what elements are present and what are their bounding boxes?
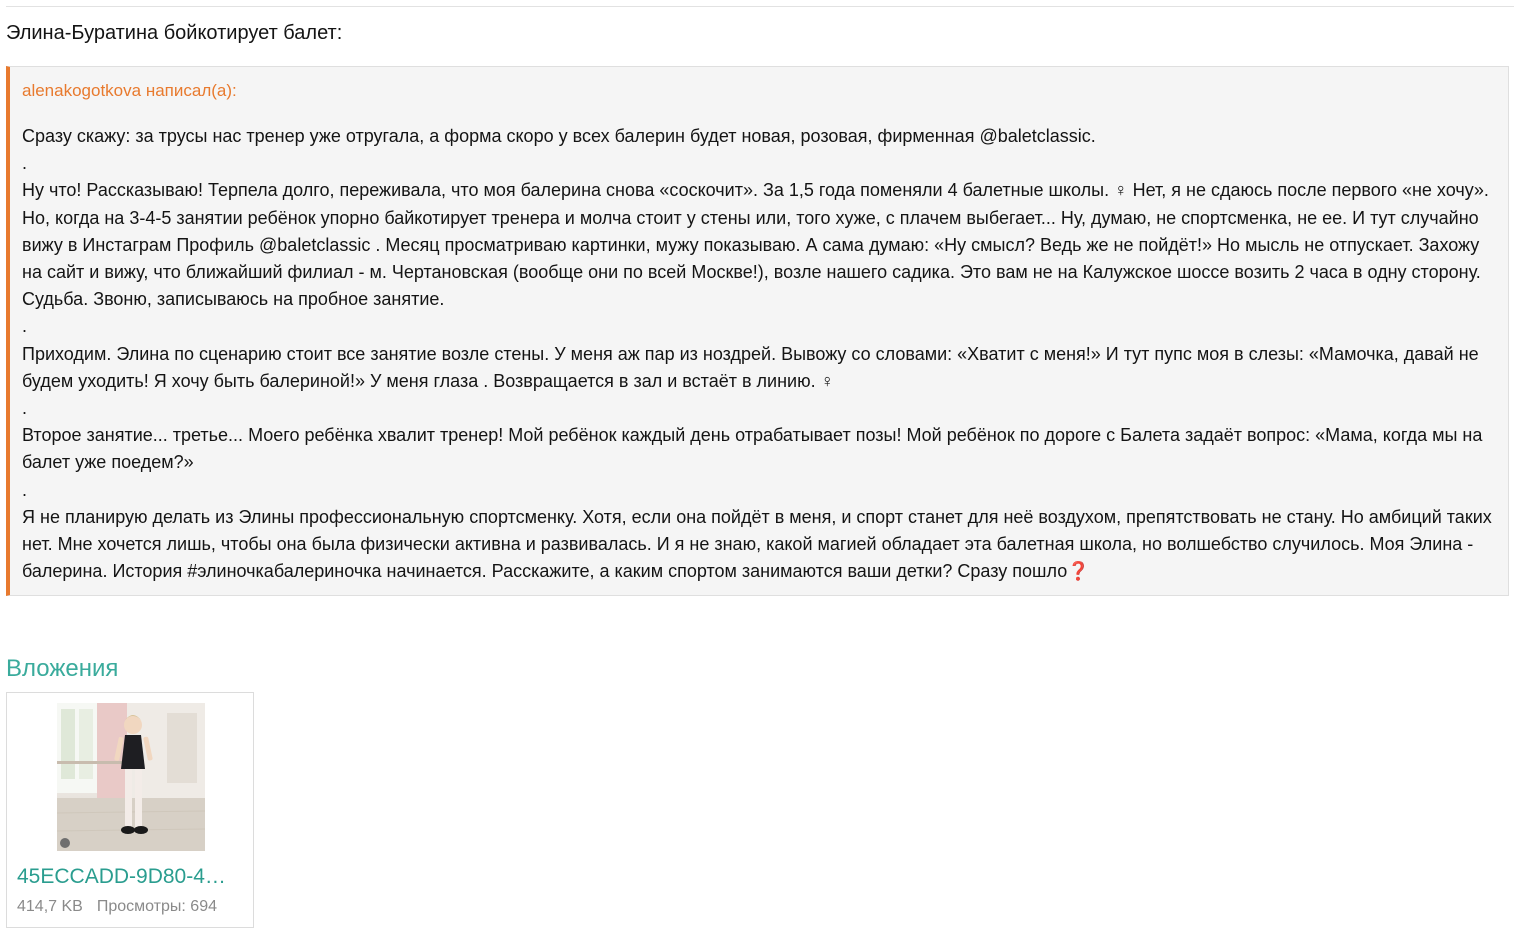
quote-separator: .	[22, 316, 28, 337]
attachments-heading: Вложения	[6, 655, 119, 682]
quote-author-link[interactable]: alenakogotkova написал(а):	[22, 81, 237, 100]
quote-paragraph: Приходим. Элина по сценарию стоит все занятие возле стены. У меня аж пар из ноздрей. Вывожу со словами: «Хватит с меня!» И тут пупс моя в слезы: «Мамочка, давай не будем уходить! Я хочу быть балериной!» У меня глаза . Возвращается в зал и встаёт в линию. ♀	[22, 343, 1479, 391]
quote-paragraph-text: Я не планирую делать из Элины профессиональную спортсменку. Хотя, если она пойдёт в меня, и спорт станет для неё воздухом, препятствовать не стану. Но амбиций таких нет. Мне хочется лишь, чтобы она была физически активна и развивалась. И я не знаю, какой магией обладает эта балетная школа, но волшебство случилось. Моя Элина - балерина. История #элиночкабалериночка начинается. Расскажите, а каким спортом занимаются ваши детки? Сразу пошло	[22, 506, 1492, 582]
attachment-meta	[17, 896, 217, 918]
quote-separator: .	[22, 479, 28, 500]
quote-paragraph: Ну что! Рассказываю! Терпела долго, переживала, что моя балерина снова «соскочит». За 1,5 года поменяли 4 балетные школы. ♀ Нет, я не сдаюсь после первого «не хочу». Но, когда на 3-4-5 занятии ребёнок упорно байкотирует тренера и молча стоит у стены или, того хуже, с плачем выбегает... Ну, думаю, не спортсменка, не ее. И тут случайно вижу в Инстаграм Профиль @baletclassic . Месяц просматриваю картинки, мужу показываю. А сама думаю: «Ну смысл? Ведь же не пойдёт!» Но мысль не отпускает. Захожу на сайт и вижу, что ближайший филиал - м. Чертановская (вообще они по всей Москве!), возле нашего садика. Это вам не на Калужское шоссе возить 2 часа в одну сторону. Судьба. Звоню, записываюсь на пробное занятие.	[22, 180, 1489, 310]
quote-block	[6, 66, 1509, 596]
top-divider	[6, 6, 1514, 7]
attachment-filename-link[interactable]: 45ECCADD-9D80-4…	[17, 865, 226, 888]
quote-separator: .	[22, 153, 28, 174]
attachment-views: Просмотры: 694	[96, 898, 217, 915]
attachment-size: 414,7 KB	[17, 898, 83, 915]
quote-paragraph: Второе занятие... третье... Моего ребёнка хвалит тренер! Мой ребёнок каждый день отрабатывает позы! Мой ребёнок по дороге с Балета задаёт вопрос: «Мама, когда мы на балет уже поедем?»	[22, 425, 1483, 473]
question-mark-icon: ❓	[1067, 561, 1090, 582]
attachment-card	[6, 692, 254, 928]
quote-paragraph-last	[22, 504, 1496, 586]
quote-separator: .	[22, 398, 28, 419]
quote-paragraph: Сразу скажу: за трусы нас тренер уже отругала, а форма скоро у всех балерин будет новая, розовая, фирменная @baletclassic.	[22, 126, 1096, 146]
quote-body	[22, 123, 1496, 585]
photo-thumbnail-icon[interactable]	[57, 703, 205, 851]
post-intro-text: Элина-Буратина бойкотирует балет:	[6, 22, 343, 44]
